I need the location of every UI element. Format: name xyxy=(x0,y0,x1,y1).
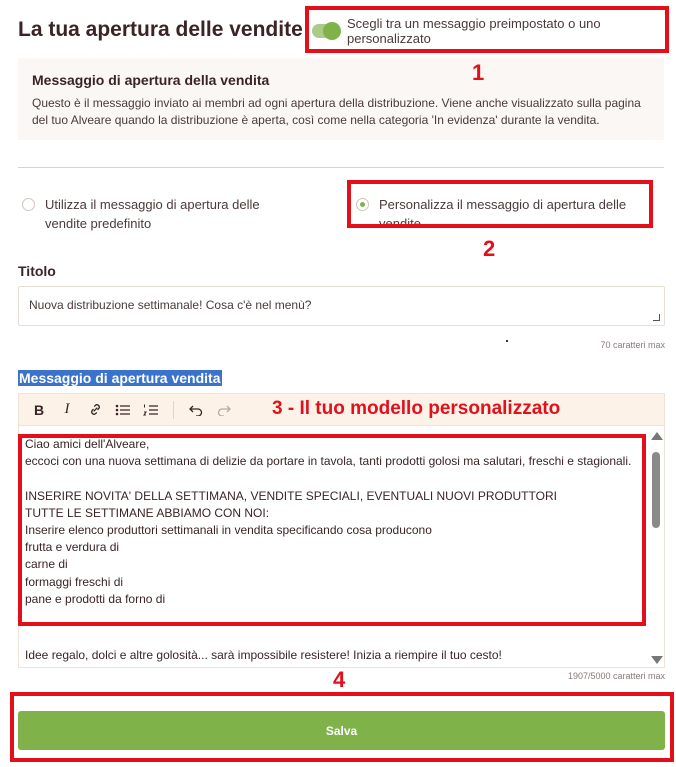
editor-line: TUTTE LE SETTIMANE ABBIAMO CON NOI: xyxy=(25,505,270,520)
editor-line: INSERIRE NOVITA' DELLA SETTIMANA, VENDITE SPECIALI, EVENTUALI NUOVI PRODUTTORI xyxy=(25,488,557,503)
radio-default-label: Utilizza il messaggio di apertura delle vendite predefinito xyxy=(45,197,260,231)
bullet-list-icon[interactable] xyxy=(111,398,135,422)
link-icon[interactable] xyxy=(83,398,107,422)
annotation-number-1: 1 xyxy=(472,60,485,85)
editor-line: pane e prodotti da forno di xyxy=(25,591,166,606)
radio-custom-label: Personalizza il messaggio di apertura delle vendite xyxy=(379,197,627,231)
stray-dot xyxy=(506,340,508,342)
message-char-counter: 1907/5000 caratteri max xyxy=(567,671,665,681)
scroll-up-arrow-icon[interactable] xyxy=(651,432,663,440)
italic-button[interactable]: I xyxy=(64,401,70,417)
radio-default-circle[interactable] xyxy=(22,198,35,211)
editor-line: carne di xyxy=(25,557,68,572)
link-icon-svg xyxy=(88,402,103,417)
scroll-thumb[interactable] xyxy=(652,452,660,528)
message-label: Messaggio di apertura vendita xyxy=(19,370,221,386)
annotation-number-4: 4 xyxy=(333,667,346,692)
page-title: La tua apertura delle vendite xyxy=(18,18,303,41)
editor-line: frutta e verdura di xyxy=(25,540,120,555)
message-editor[interactable] xyxy=(18,393,665,668)
save-button[interactable]: Salva xyxy=(18,711,665,750)
editor-line: Inserire elenco produttori settimanali in vendita specificando cosa producono xyxy=(25,523,432,537)
editor-line xyxy=(25,470,645,487)
title-input[interactable] xyxy=(18,286,665,326)
toggle-label: Scegli tra un messaggio preimpostato o uno personalizzato xyxy=(347,16,601,46)
toggle-knob xyxy=(323,22,341,40)
radio-option-default[interactable] xyxy=(22,195,302,233)
undo-icon-svg xyxy=(189,404,203,416)
editor-line: formaggi freschi di xyxy=(25,574,124,589)
resize-handle[interactable] xyxy=(653,314,660,321)
title-input-value: Nuova distribuzione settimanale! Cosa c'è nel menù? xyxy=(29,298,312,312)
redo-icon[interactable] xyxy=(212,398,236,422)
info-box xyxy=(18,58,664,140)
info-text: Questo è il messaggio inviato ai membri ad ogni apertura della distribuzione. Viene anche visualizzato sulla pagina del tuo Alveare quando la distribuzione è aperta, così come nella categoria 'In evidenza' durante la vendita. xyxy=(32,96,641,127)
editor-line: eccoci con una nuova settimana di delizie da portare in tavola, tanti prodotti golosi ma salutari, freschi e stagionali. xyxy=(25,454,632,469)
title-label: Titolo xyxy=(18,263,56,279)
scroll-down-arrow-icon[interactable] xyxy=(651,656,663,664)
editor-content[interactable] xyxy=(25,436,645,608)
radio-custom-circle[interactable] xyxy=(356,198,369,211)
bold-button[interactable]: B xyxy=(33,401,45,418)
numbered-list-icon-svg xyxy=(143,403,159,417)
message-mode-toggle[interactable] xyxy=(312,24,339,38)
editor-last-line: Idee regalo, dolci e altre golosità... sarà impossibile resistere! Inizia a riempire il tuo cesto! xyxy=(25,648,502,662)
title-char-counter: 70 caratteri max xyxy=(600,340,665,350)
message-mode-toggle-area[interactable] xyxy=(312,16,676,46)
editor-line: Ciao amici dell'Alveare, xyxy=(25,437,150,451)
numbered-list-icon[interactable] xyxy=(139,398,163,422)
annotation-number-2: 2 xyxy=(483,236,496,261)
bullet-list-icon-svg xyxy=(115,403,131,417)
annotation-label-3: 3 - Il tuo modello personalizzato xyxy=(272,398,561,419)
info-title: Messaggio di apertura della vendita xyxy=(32,72,270,88)
editor-scrollbar[interactable] xyxy=(650,432,662,664)
redo-icon-svg xyxy=(217,404,231,416)
undo-icon[interactable] xyxy=(184,398,208,422)
divider xyxy=(18,167,664,168)
radio-option-custom[interactable] xyxy=(356,195,656,233)
toolbar-separator xyxy=(173,401,174,419)
